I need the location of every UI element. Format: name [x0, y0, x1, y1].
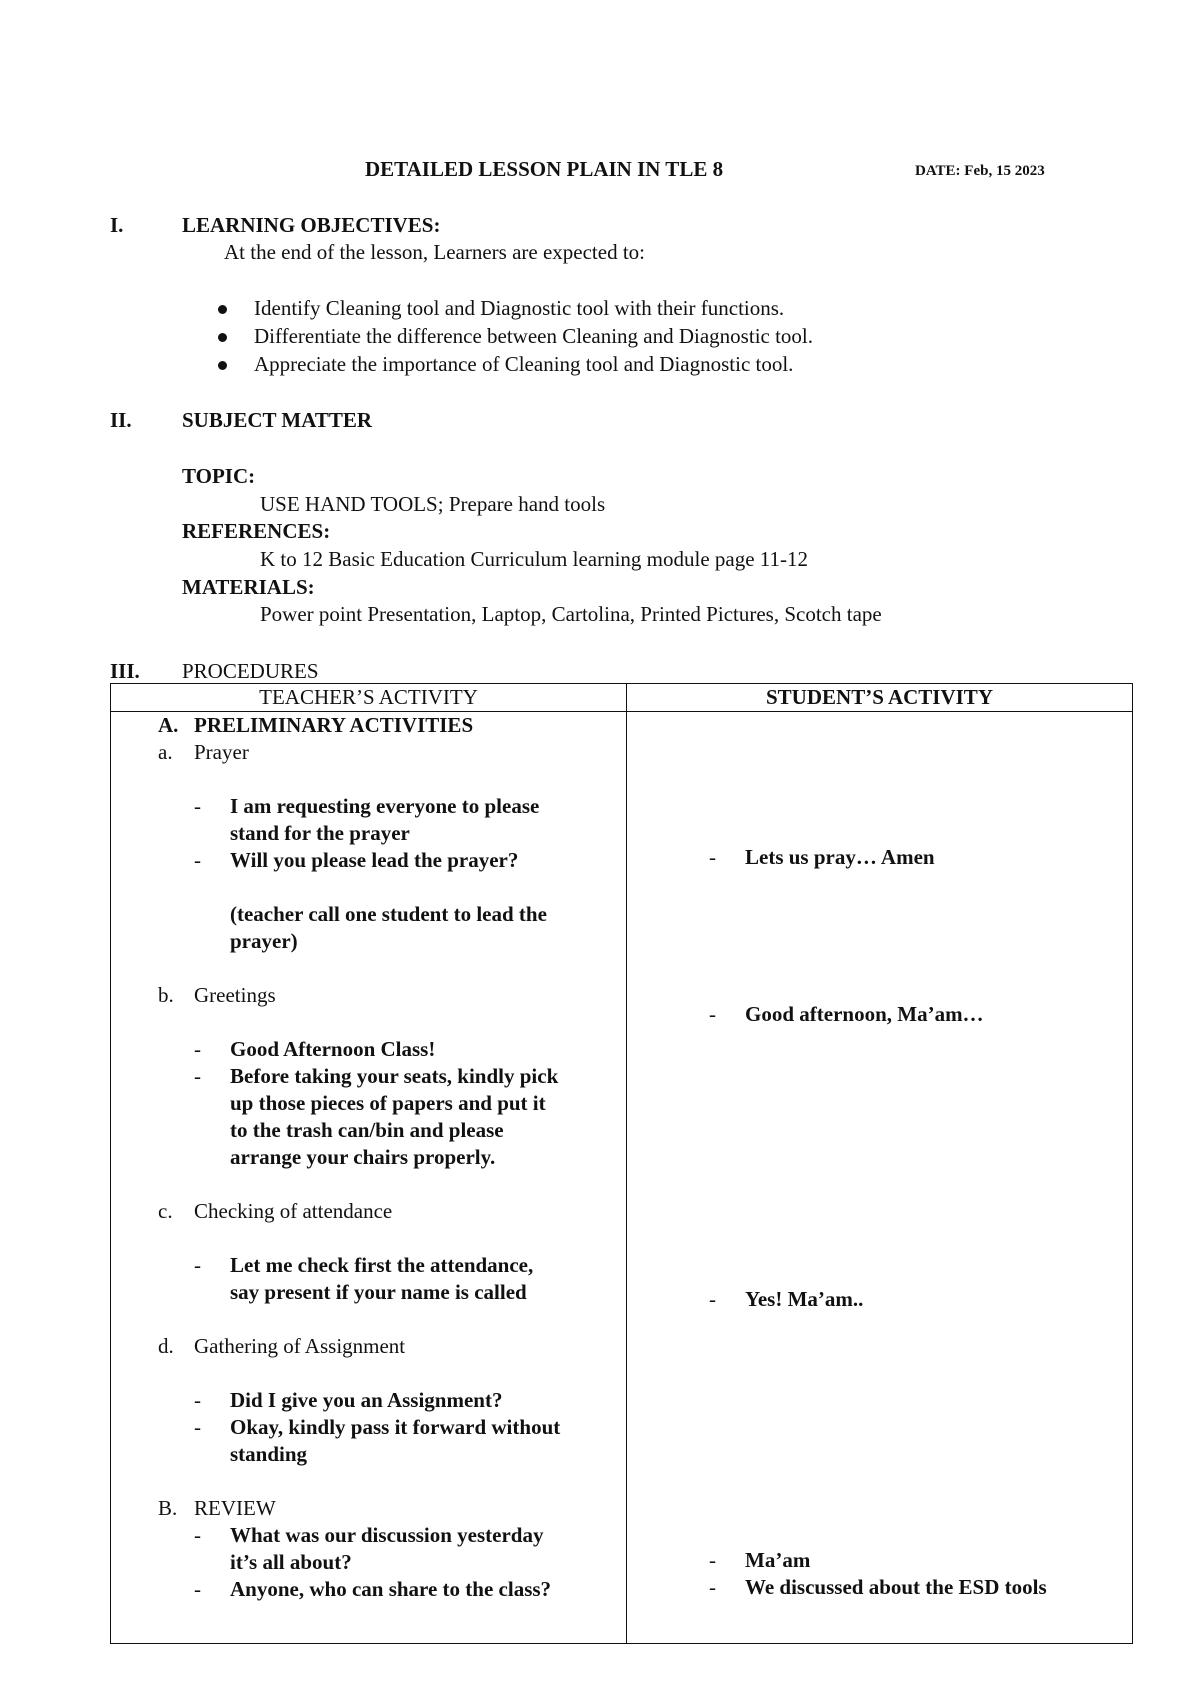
bullet-icon [218, 361, 227, 370]
materials-label: MATERIALS: [182, 575, 315, 599]
dash-marker: - [709, 1287, 716, 1311]
teacher-line: up those pieces of papers and put it [230, 1091, 546, 1115]
dash-marker: - [194, 1064, 201, 1088]
section-3-heading: PROCEDURES [182, 659, 319, 683]
teacher-line: Before taking your seats, kindly pick [230, 1064, 559, 1088]
objectives-intro: At the end of the lesson, Learners are expected to: [224, 240, 645, 264]
dash-marker: - [194, 848, 201, 872]
teacher-line: arrange your chairs properly. [230, 1145, 496, 1169]
teacher-note: (teacher call one student to lead the [230, 902, 547, 926]
teacher-line: Okay, kindly pass it forward without [230, 1415, 561, 1439]
student-response: Good afternoon, Ma’am… [745, 1002, 984, 1026]
student-activity-header: STUDENT’S ACTIVITY [627, 684, 1133, 712]
date-label: DATE: Feb, 15 2023 [915, 163, 1045, 179]
page-title: DETAILED LESSON PLAIN IN TLE 8 [365, 157, 724, 181]
student-response: We discussed about the ESD tools [745, 1575, 1047, 1599]
teacher-line: Anyone, who can share to the class? [230, 1577, 552, 1601]
teacher-line: I am requesting everyone to please [230, 794, 540, 818]
teacher-line: it’s all about? [230, 1550, 352, 1574]
bullet-icon [218, 333, 227, 342]
greetings-label: b. [158, 983, 174, 1007]
teacher-line: say present if your name is called [230, 1280, 527, 1304]
section-3-number: III. [110, 659, 140, 683]
dash-marker: - [709, 1002, 716, 1026]
teacher-note: prayer) [230, 929, 298, 953]
dash-marker: - [709, 1575, 716, 1599]
references-label: REFERENCES: [182, 519, 331, 543]
prayer-label: a. [158, 740, 173, 764]
references-value: K to 12 Basic Education Curriculum learning module page 11-12 [260, 547, 809, 571]
procedures-table [110, 683, 1133, 1644]
teacher-line: Good Afternoon Class! [230, 1037, 436, 1061]
section-2-number: II. [110, 408, 132, 432]
section-a-label: A. [158, 713, 179, 737]
dash-marker: - [194, 1523, 201, 1547]
attendance-title: Checking of attendance [194, 1199, 393, 1223]
topic-value: USE HAND TOOLS; Prepare hand tools [260, 492, 606, 516]
section-b-title: REVIEW [194, 1496, 276, 1520]
teacher-line: Did I give you an Assignment? [230, 1388, 503, 1412]
teacher-line: stand for the prayer [230, 821, 410, 845]
prayer-title: Prayer [194, 740, 249, 764]
student-activity-cell [627, 712, 1133, 1644]
dash-marker: - [194, 794, 201, 818]
topic-label: TOPIC: [182, 464, 256, 488]
dash-marker: - [194, 1388, 201, 1412]
attendance-label: c. [158, 1199, 173, 1223]
teacher-activity-cell [111, 712, 627, 1644]
dash-marker: - [194, 1577, 201, 1601]
dash-marker: - [194, 1253, 201, 1277]
section-1-heading: LEARNING OBJECTIVES: [182, 213, 441, 237]
dash-marker: - [709, 845, 716, 869]
section-b-label: B. [158, 1496, 178, 1520]
section-2-heading: SUBJECT MATTER [182, 408, 373, 432]
dash-marker: - [709, 1548, 716, 1572]
teacher-line: What was our discussion yesterday [230, 1523, 544, 1547]
objective-item: Appreciate the importance of Cleaning tool and Diagnostic tool. [254, 352, 794, 376]
teacher-line: to the trash can/bin and please [230, 1118, 504, 1142]
dash-marker: - [194, 1415, 201, 1439]
objective-item: Differentiate the difference between Cleaning and Diagnostic tool. [254, 324, 814, 348]
teacher-line: Let me check first the attendance, [230, 1253, 534, 1277]
materials-value: Power point Presentation, Laptop, Cartolina, Printed Pictures, Scotch tape [260, 602, 882, 626]
teacher-line: Will you please lead the prayer? [230, 848, 519, 872]
teacher-activity-header: TEACHER’S ACTIVITY [111, 684, 627, 712]
section-1-number: I. [110, 213, 124, 237]
student-response: Ma’am [745, 1548, 811, 1572]
teacher-line: standing [230, 1442, 308, 1466]
greetings-title: Greetings [194, 983, 276, 1007]
student-response: Yes! Ma’am.. [745, 1287, 864, 1311]
assignment-label: d. [158, 1334, 174, 1358]
bullet-icon [218, 305, 227, 314]
student-response: Lets us pray… Amen [745, 845, 935, 869]
dash-marker: - [194, 1037, 201, 1061]
assignment-title: Gathering of Assignment [194, 1334, 406, 1358]
section-a-title: PRELIMINARY ACTIVITIES [194, 713, 474, 737]
objective-item: Identify Cleaning tool and Diagnostic tool with their functions. [254, 296, 785, 320]
